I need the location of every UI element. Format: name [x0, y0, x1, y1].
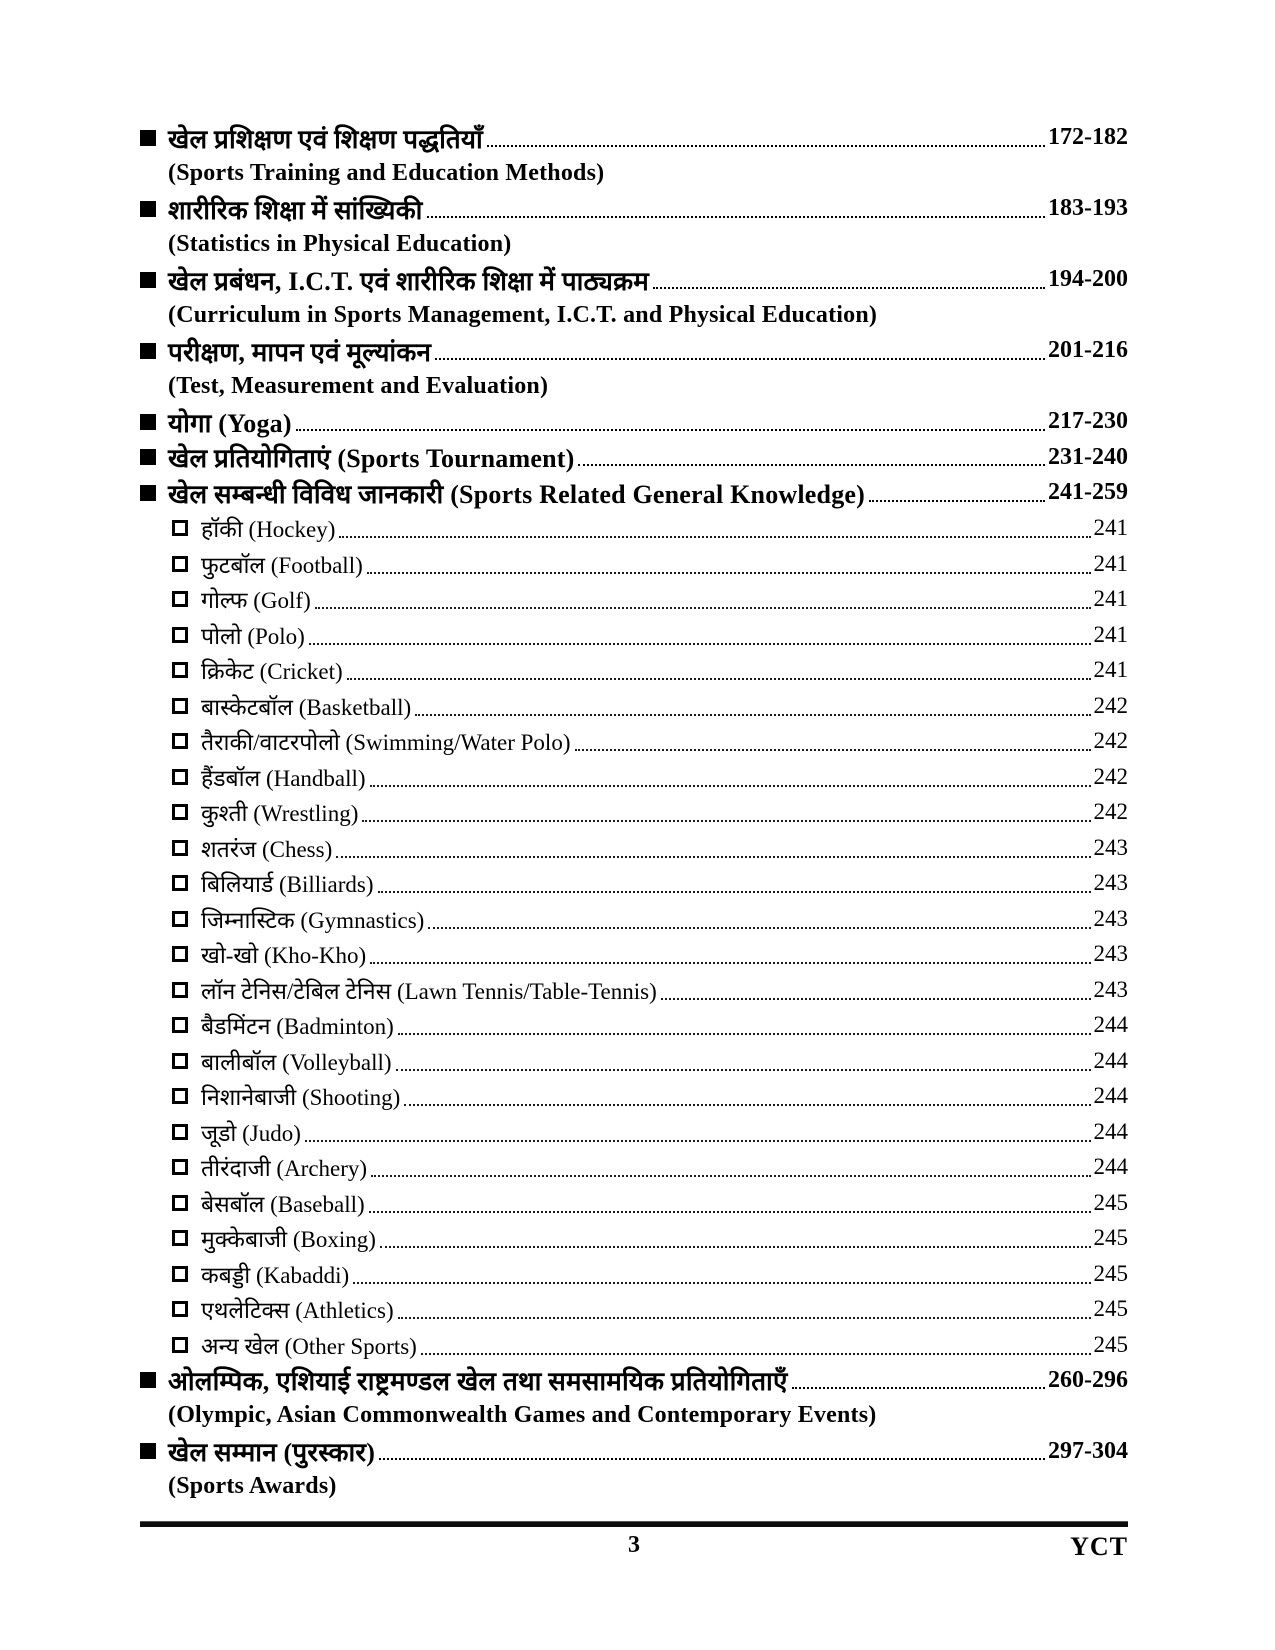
hollow-square-bullet-icon — [172, 946, 188, 962]
toc-entry-title: लॉन टेनिस/टेबिल टेनिस (Lawn Tennis/Table-Tennis) — [201, 978, 657, 1004]
hollow-square-bullet-icon — [172, 840, 188, 856]
toc-subentry — [140, 653, 1128, 689]
dot-leader — [309, 643, 1091, 645]
toc-entry-title: गोल्फ (Golf) — [201, 588, 311, 614]
page-range: 242 — [1093, 763, 1128, 789]
toc-entry — [140, 1363, 1128, 1399]
dot-leader — [792, 1387, 1045, 1389]
toc-entry — [140, 191, 1128, 227]
dot-leader — [415, 714, 1090, 716]
page-range: 244 — [1093, 1047, 1128, 1073]
toc-entry-title: तीरंदाजी (Archery) — [201, 1156, 368, 1182]
hollow-square-bullet-icon — [172, 662, 188, 678]
toc-list — [140, 120, 1128, 1505]
toc-entry-title: बिलियार्ड (Billiards) — [201, 872, 374, 898]
toc-entry-title: बास्केटबॉल (Basketball) — [201, 694, 412, 720]
toc-entry-title: एथलेटिक्स (Athletics) — [201, 1298, 394, 1324]
page-range: 241 — [1093, 550, 1128, 576]
toc-subentry — [140, 724, 1128, 760]
toc-entry-title: बालीबॉल (Volleyball) — [201, 1049, 392, 1075]
toc-entry-title: फुटबॉल (Football) — [201, 552, 363, 578]
toc-entry — [140, 333, 1128, 369]
dot-leader — [378, 891, 1091, 893]
dot-leader — [428, 927, 1090, 929]
page-range: 243 — [1093, 905, 1128, 931]
dot-leader — [487, 145, 1045, 147]
toc-entry-title: अन्य खेल (Other Sports) — [201, 1333, 417, 1359]
page-range: 241 — [1093, 621, 1128, 647]
toc-entry-title: खेल प्रशिक्षण एवं शिक्षण पद्धतियाँ — [168, 124, 483, 154]
page-range: 244 — [1093, 1154, 1128, 1180]
dot-leader — [421, 1353, 1091, 1355]
hollow-square-bullet-icon — [172, 627, 188, 643]
dot-leader — [380, 1246, 1091, 1248]
footer-divider — [140, 1521, 1128, 1527]
filled-square-bullet-icon — [140, 1372, 156, 1388]
dot-leader — [653, 287, 1045, 289]
toc-subentry — [140, 582, 1128, 618]
page-range: 243 — [1093, 941, 1128, 967]
page-range: 242 — [1093, 799, 1128, 825]
toc-subentry — [140, 1256, 1128, 1292]
hollow-square-bullet-icon — [172, 1301, 188, 1317]
toc-entry — [140, 1434, 1128, 1470]
toc-entry-title: हॉकी (Hockey) — [201, 517, 336, 543]
page-range: 243 — [1093, 976, 1128, 1002]
page-range: 183-193 — [1048, 195, 1128, 222]
toc-subentry — [140, 1221, 1128, 1257]
hollow-square-bullet-icon — [172, 698, 188, 714]
dot-leader — [315, 607, 1091, 609]
filled-square-bullet-icon — [140, 1443, 156, 1459]
toc-subentry — [140, 759, 1128, 795]
toc-entry-title: खो-खो (Kho-Kho) — [201, 943, 367, 969]
toc-entry-title: खेल सम्बन्धी विविध जानकारी (Sports Related General Knowledge) — [168, 479, 865, 509]
filled-square-bullet-icon — [140, 130, 156, 146]
filled-square-bullet-icon — [140, 414, 156, 430]
toc-entry-title: बैडमिंटन (Badminton) — [201, 1014, 394, 1040]
toc-subentry — [140, 830, 1128, 866]
footer — [140, 1532, 1128, 1566]
page-range: 231-240 — [1048, 443, 1128, 470]
page-range: 172-182 — [1048, 124, 1128, 151]
toc-subentry — [140, 688, 1128, 724]
page-range: 244 — [1093, 1012, 1128, 1038]
toc-entry-translation: (Sports Awards) — [168, 1473, 337, 1500]
toc-subentry — [140, 1043, 1128, 1079]
toc-entry — [140, 440, 1128, 476]
page-range: 241-259 — [1048, 479, 1128, 506]
toc-entry — [140, 475, 1128, 511]
toc-entry-title: खेल सम्मान (पुरस्कार) — [168, 1438, 376, 1468]
dot-leader — [404, 1104, 1090, 1106]
filled-square-bullet-icon — [140, 449, 156, 465]
hollow-square-bullet-icon — [172, 591, 188, 607]
page-range: 241 — [1093, 657, 1128, 683]
hollow-square-bullet-icon — [172, 911, 188, 927]
toc-entry-title: खेल प्रतियोगिताएं (Sports Tournament) — [168, 444, 575, 474]
page-range: 245 — [1093, 1296, 1128, 1322]
dot-leader — [398, 1033, 1091, 1035]
page-range: 241 — [1093, 586, 1128, 612]
dot-leader — [396, 1069, 1091, 1071]
page-range: 242 — [1093, 692, 1128, 718]
toc-entry-translation: (Olympic, Asian Commonwealth Games and Contemporary Events) — [168, 1402, 877, 1429]
hollow-square-bullet-icon — [172, 1266, 188, 1282]
page-range: 244 — [1093, 1118, 1128, 1144]
page-range: 217-230 — [1048, 408, 1128, 435]
toc-subentry — [140, 1292, 1128, 1328]
dot-leader — [578, 464, 1045, 466]
dot-leader — [661, 998, 1091, 1000]
hollow-square-bullet-icon — [172, 1337, 188, 1353]
hollow-square-bullet-icon — [172, 1230, 188, 1246]
page-range: 194-200 — [1048, 266, 1128, 293]
hollow-square-bullet-icon — [172, 875, 188, 891]
hollow-square-bullet-icon — [172, 1088, 188, 1104]
page-range: 241 — [1093, 515, 1128, 541]
toc-subentry — [140, 866, 1128, 902]
hollow-square-bullet-icon — [172, 556, 188, 572]
toc-subentry — [140, 1008, 1128, 1044]
dot-leader — [371, 1175, 1090, 1177]
toc-entry-title: मुक्केबाजी (Boxing) — [201, 1227, 376, 1253]
hollow-square-bullet-icon — [172, 1159, 188, 1175]
toc-entry-title: पोलो (Polo) — [201, 623, 305, 649]
page-range: 245 — [1093, 1225, 1128, 1251]
toc-entry-translation: (Statistics in Physical Education) — [168, 230, 512, 257]
dot-leader — [353, 1282, 1090, 1284]
dot-leader — [398, 1317, 1091, 1319]
dot-leader — [869, 500, 1045, 502]
toc-entry-title: जिम्नास्टिक (Gymnastics) — [201, 907, 425, 933]
toc-subentry — [140, 972, 1128, 1008]
toc-entry — [140, 120, 1128, 156]
page-range: 245 — [1093, 1260, 1128, 1286]
hollow-square-bullet-icon — [172, 1124, 188, 1140]
hollow-square-bullet-icon — [172, 982, 188, 998]
toc-subentry — [140, 901, 1128, 937]
page-range: 243 — [1093, 870, 1128, 896]
toc-entry-title: कुश्ती (Wrestling) — [201, 801, 359, 827]
dot-leader — [339, 536, 1090, 538]
dot-leader — [305, 1140, 1091, 1142]
dot-leader — [370, 785, 1091, 787]
footer-page-number: 3 — [628, 1532, 640, 1558]
toc-entry — [140, 262, 1128, 298]
toc-subentry — [140, 1079, 1128, 1115]
toc-subentry — [140, 1114, 1128, 1150]
toc-entry-title: क्रिकेट (Cricket) — [201, 659, 343, 685]
filled-square-bullet-icon — [140, 343, 156, 359]
toc-subentry — [140, 1327, 1128, 1363]
dot-leader — [575, 749, 1091, 751]
filled-square-bullet-icon — [140, 485, 156, 501]
footer-publisher-logo: YCT — [1070, 1532, 1128, 1561]
dot-leader — [336, 856, 1090, 858]
dot-leader — [347, 678, 1091, 680]
hollow-square-bullet-icon — [172, 1195, 188, 1211]
toc-entry-translation: (Sports Training and Education Methods) — [168, 159, 605, 186]
toc-entry-title: परीक्षण, मापन एवं मूल्यांकन — [168, 337, 432, 367]
dot-leader — [369, 1211, 1091, 1213]
page-range: 244 — [1093, 1083, 1128, 1109]
hollow-square-bullet-icon — [172, 804, 188, 820]
toc-entry-title: हैंडबॉल (Handball) — [201, 765, 366, 791]
filled-square-bullet-icon — [140, 272, 156, 288]
filled-square-bullet-icon — [140, 201, 156, 217]
hollow-square-bullet-icon — [172, 1053, 188, 1069]
toc-subentry — [140, 511, 1128, 547]
toc-subentry — [140, 795, 1128, 831]
toc-entry — [140, 404, 1128, 440]
toc-entry-title: जूडो (Judo) — [201, 1120, 301, 1146]
toc-entry-title: खेल प्रबंधन, I.C.T. एवं शारीरिक शिक्षा में पाठ्यक्रम — [168, 266, 650, 296]
toc-subentry — [140, 1185, 1128, 1221]
page-range: 201-216 — [1048, 337, 1128, 364]
toc-entry-title: ओलम्पिक, एशियाई राष्ट्रमण्डल खेल तथा समसामयिक प्रतियोगिताएँ — [168, 1367, 788, 1397]
hollow-square-bullet-icon — [172, 1017, 188, 1033]
toc-subentry — [140, 546, 1128, 582]
toc-entry-translation: (Curriculum in Sports Management, I.C.T. and Physical Education) — [168, 301, 878, 328]
dot-leader — [370, 962, 1090, 964]
toc-entry-title: योगा (Yoga) — [168, 408, 292, 438]
page-range: 260-296 — [1048, 1366, 1128, 1393]
toc-entry-title: शारीरिक शिक्षा में सांख्यिकी — [168, 195, 423, 225]
toc-entry-title: बेसबॉल (Baseball) — [201, 1191, 365, 1217]
dot-leader — [362, 820, 1090, 822]
page-range: 243 — [1093, 834, 1128, 860]
dot-leader — [435, 358, 1045, 360]
page-range: 245 — [1093, 1189, 1128, 1215]
page-range: 242 — [1093, 728, 1128, 754]
page-range: 297-304 — [1048, 1437, 1128, 1464]
toc-entry-title: तैराकी/वाटरपोलो (Swimming/Water Polo) — [201, 730, 571, 756]
toc-subentry — [140, 1150, 1128, 1186]
hollow-square-bullet-icon — [172, 520, 188, 536]
toc-subentry — [140, 937, 1128, 973]
dot-leader — [296, 429, 1045, 431]
toc-subentry — [140, 617, 1128, 653]
toc-entry-title: कबड्डी (Kabaddi) — [201, 1262, 350, 1288]
toc-entry-title: शतरंज (Chess) — [201, 836, 333, 862]
dot-leader — [367, 572, 1091, 574]
hollow-square-bullet-icon — [172, 733, 188, 749]
page-range: 245 — [1093, 1331, 1128, 1357]
dot-leader — [379, 1458, 1045, 1460]
dot-leader — [427, 216, 1045, 218]
toc-entry-translation: (Test, Measurement and Evaluation) — [168, 372, 549, 399]
hollow-square-bullet-icon — [172, 769, 188, 785]
toc-entry-title: निशानेबाजी (Shooting) — [201, 1085, 401, 1111]
